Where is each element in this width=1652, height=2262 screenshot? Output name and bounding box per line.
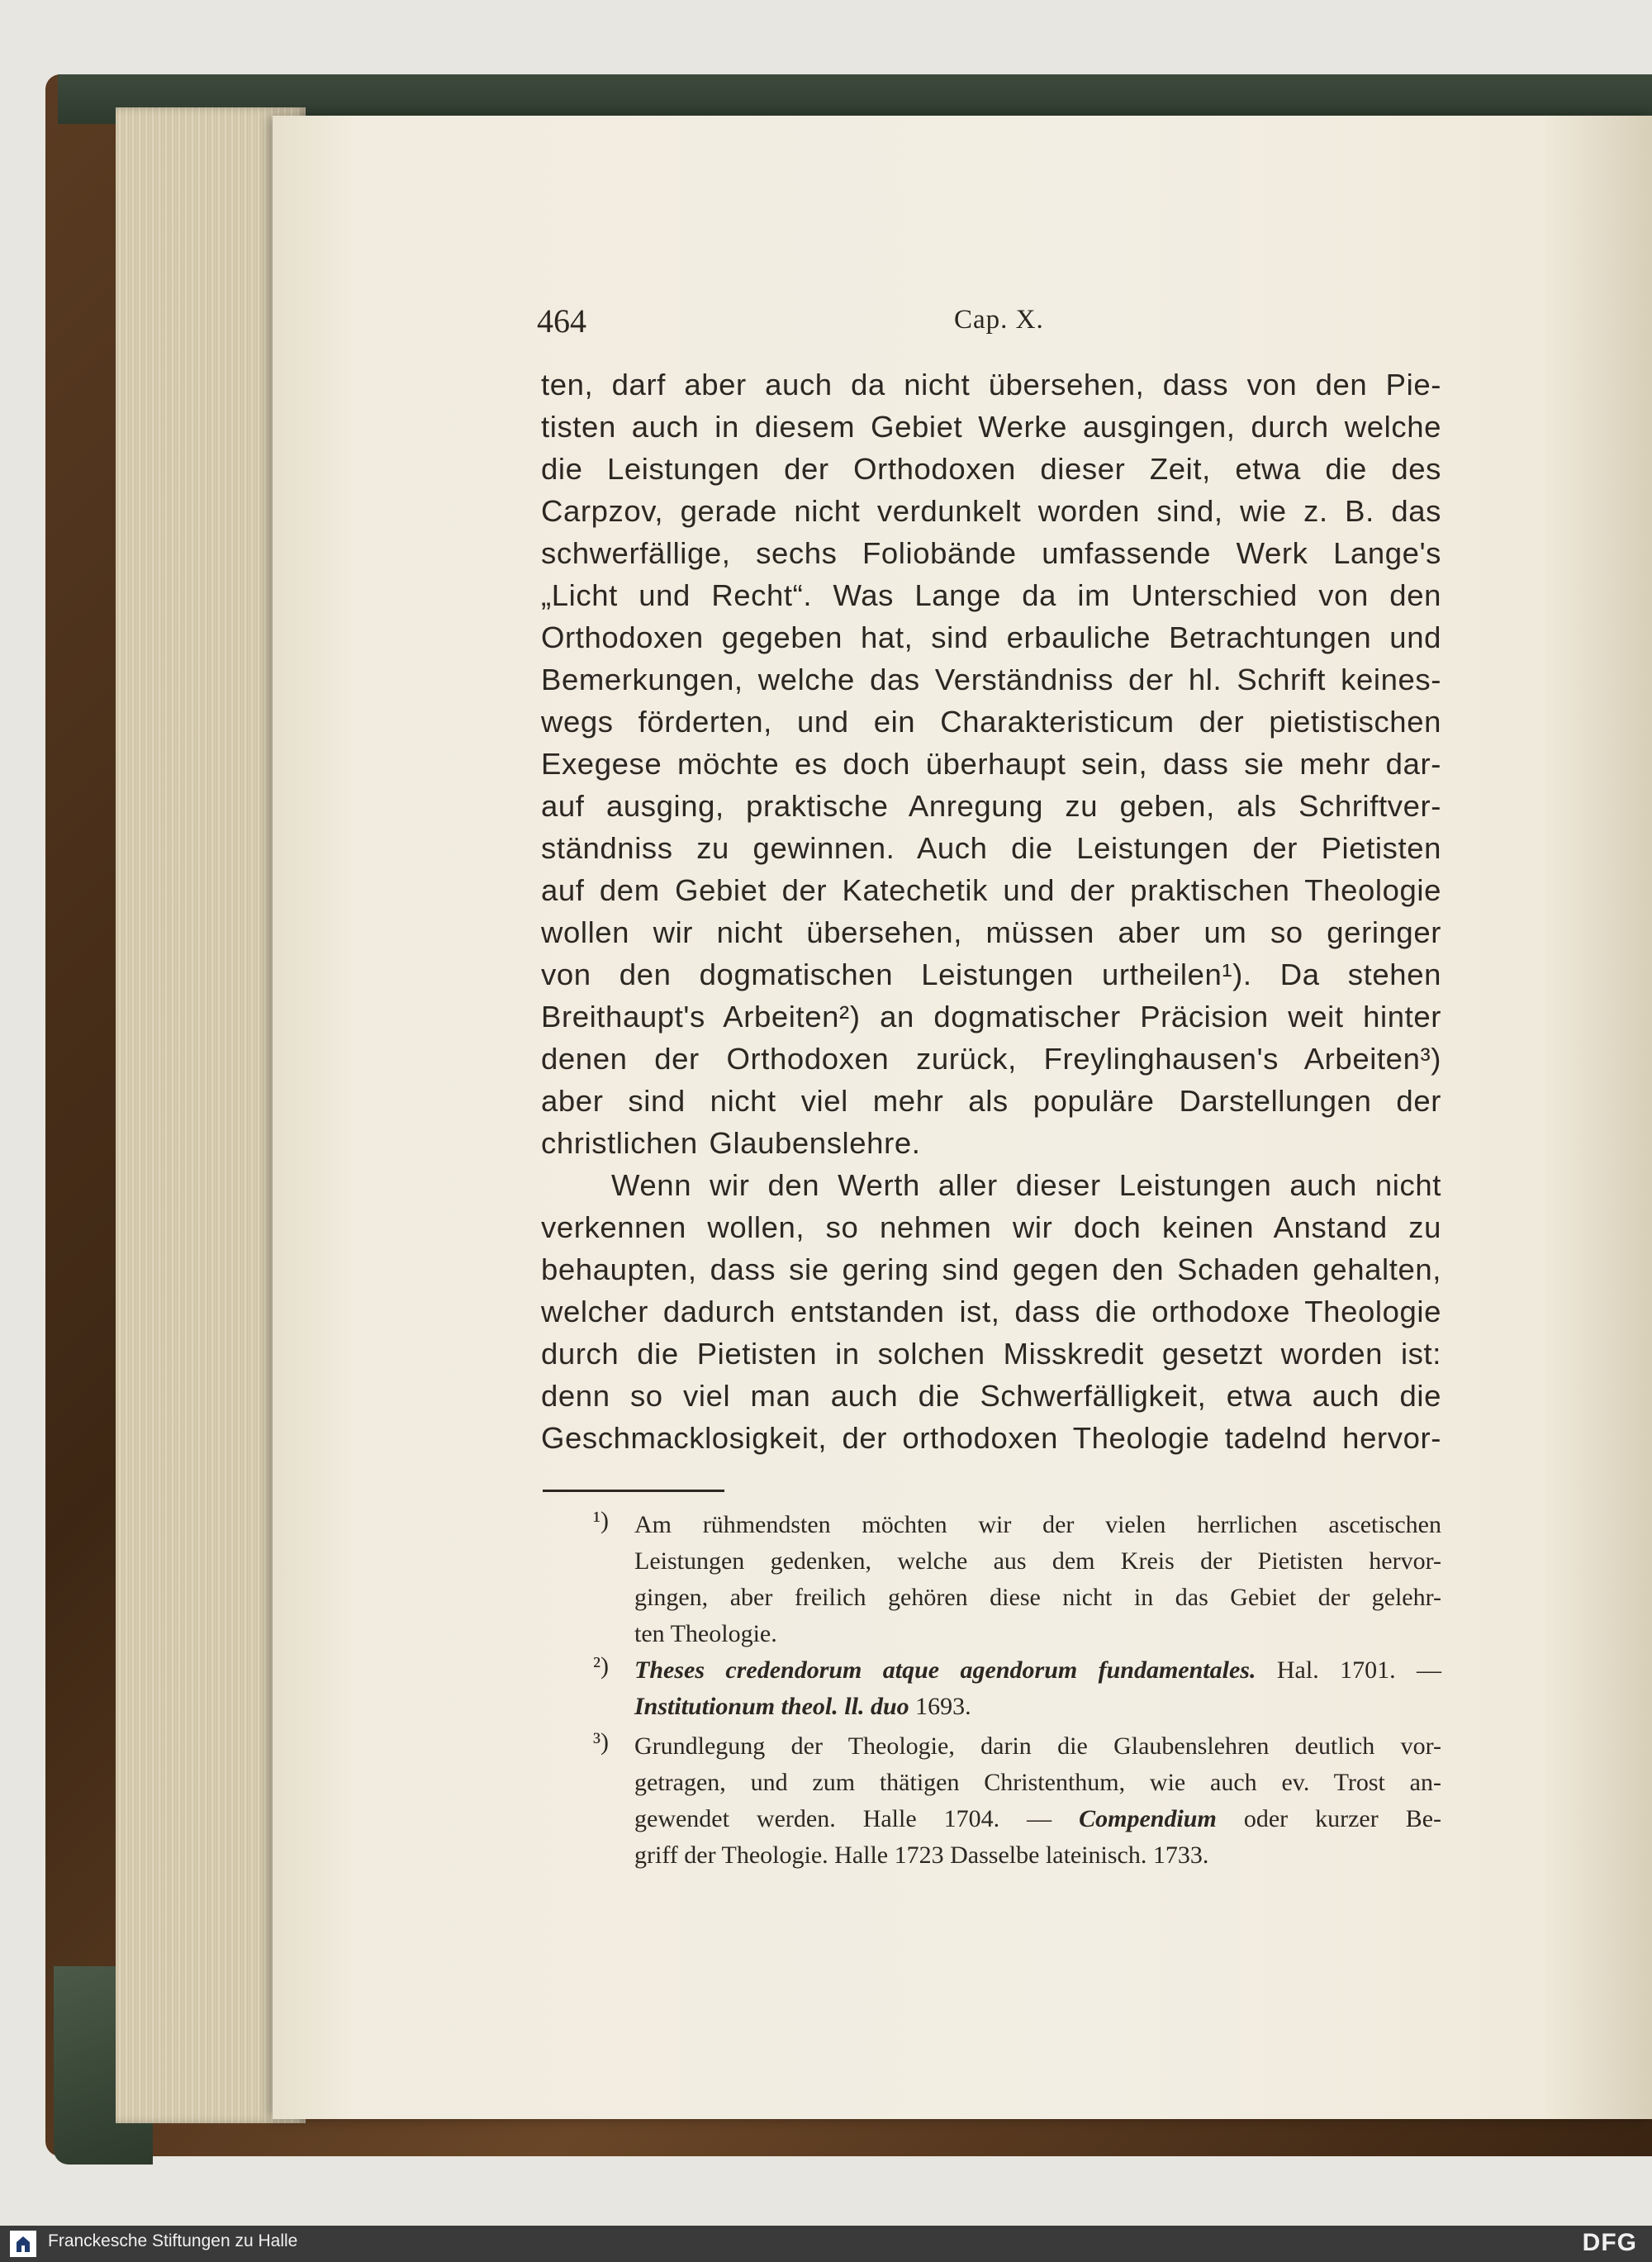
- footnote-text: 1693.: [915, 1693, 971, 1720]
- page-number: 464: [537, 302, 586, 340]
- footnote-mark: ¹): [593, 1507, 609, 1534]
- footnote-2: [578, 1652, 1441, 1725]
- text-line: Breithaupt's Arbeiten²) an dogmatischer Präcision weit hinter: [541, 1000, 1441, 1034]
- institution-name: Franckesche Stiftungen zu Halle: [48, 2231, 298, 2250]
- footnote-line: Leistungen gedenken, welche aus dem Kreis der Pietisten hervor-: [634, 1547, 1441, 1575]
- text-line: christlichen Glaubenslehre.: [541, 1126, 921, 1160]
- institution-logo-icon: [10, 2231, 36, 2257]
- text-line: wegs förderten, und ein Charakteristicum der pietistischen: [541, 705, 1441, 739]
- main-text: [541, 364, 1441, 1459]
- page-header: [537, 302, 1441, 343]
- text-line: durch die Pietisten in solchen Misskredit gesetzt worden ist:: [541, 1337, 1441, 1371]
- text-line: denen der Orthodoxen zurück, Freylinghausen's Arbeiten³): [541, 1042, 1441, 1076]
- footnote-line: Grundlegung der Theologie, darin die Glaubenslehren deutlich vor-: [634, 1732, 1441, 1760]
- text-line: Exegese möchte es doch überhaupt sein, dass sie mehr dar-: [541, 747, 1441, 781]
- text-line: die Leistungen der Orthodoxen dieser Zeit, etwa die des: [541, 452, 1441, 486]
- footnote-line: [578, 1801, 1441, 1837]
- text-line: „Licht und Recht“. Was Lange da im Unterschied von den: [541, 578, 1441, 612]
- text-line: denn so viel man auch die Schwerfälligkeit, etwa auch die: [541, 1379, 1441, 1413]
- footnote-title-italic: Institutionum theol. ll. duo: [634, 1693, 909, 1720]
- footnote-3: [578, 1728, 1441, 1874]
- footnote-text: gewendet werden. Halle 1704. —: [634, 1805, 1052, 1832]
- text-line: Geschmacklosigkeit, der orthodoxen Theologie tadelnd hervor-: [541, 1421, 1441, 1455]
- text-line: schwerfällige, sechs Foliobände umfassende Werk Lange's: [541, 536, 1441, 570]
- footnote-line: getragen, und zum thätigen Christenthum, wie auch ev. Trost an-: [634, 1769, 1441, 1796]
- footnote-mark: ²): [593, 1652, 609, 1680]
- footnotes: [578, 1507, 1441, 1874]
- footnote-text: oder kurzer Be-: [1243, 1805, 1442, 1832]
- footnote-line: [578, 1689, 1441, 1725]
- footnote-line: gingen, aber freilich gehören diese nicht in das Gebiet der gelehr-: [634, 1584, 1441, 1611]
- text-line: aber sind nicht viel mehr als populäre Darstellungen der: [541, 1084, 1441, 1118]
- dfg-logo: DFG: [1582, 2229, 1637, 2256]
- text-line: ten, darf aber auch da nicht übersehen, dass von den Pie-: [541, 368, 1441, 402]
- text-line: von den dogmatischen Leistungen urtheilen¹). Da stehen: [541, 958, 1441, 991]
- footnote-line: [578, 1652, 1441, 1689]
- text-line: tisten auch in diesem Gebiet Werke ausgingen, durch welche: [541, 410, 1441, 444]
- text-line: ständniss zu gewinnen. Auch die Leistungen der Pietisten: [541, 831, 1441, 865]
- text-line: auf dem Gebiet der Katechetik und der praktischen Theologie: [541, 873, 1441, 907]
- footnote-line: ten Theologie.: [634, 1620, 777, 1647]
- text-line: Carpzov, gerade nicht verdunkelt worden sind, wie z. B. das: [541, 494, 1441, 528]
- footnote-mark: ³): [593, 1728, 609, 1756]
- text-line: welcher dadurch entstanden ist, dass die orthodoxe Theologie: [541, 1295, 1441, 1328]
- footnote-line: griff der Theologie. Halle 1723 Dasselbe lateinisch. 1733.: [634, 1841, 1209, 1869]
- text-line: behaupten, dass sie gering sind gegen den Schaden gehalten,: [541, 1252, 1441, 1286]
- text-line: Wenn wir den Werth aller dieser Leistungen auch nicht: [611, 1168, 1441, 1202]
- footnote-title-italic: Theses credendorum atque agendorum fundamentales.: [634, 1656, 1256, 1684]
- footnote-rule: [543, 1490, 724, 1492]
- text-line: Bemerkungen, welche das Verständniss der hl. Schrift keines-: [541, 663, 1441, 696]
- running-head: Cap. X.: [954, 305, 1044, 335]
- footnote-line: Am rühmendsten möchten wir der vielen herrlichen ascetischen: [634, 1511, 1441, 1538]
- text-line: Orthodoxen gegeben hat, sind erbauliche Betrachtungen und: [541, 620, 1441, 654]
- footnote-title-italic: Compendium: [1079, 1805, 1217, 1832]
- text-line: verkennen wollen, so nehmen wir doch keinen Anstand zu: [541, 1210, 1441, 1244]
- footnote-text: Hal. 1701. —: [1276, 1656, 1442, 1684]
- text-line: wollen wir nicht übersehen, müssen aber um so geringer: [541, 915, 1441, 949]
- footer-bar: [0, 2226, 1652, 2262]
- footnote-1: [578, 1507, 1441, 1652]
- text-line: auf ausging, praktische Anregung zu geben, als Schriftver-: [541, 789, 1441, 823]
